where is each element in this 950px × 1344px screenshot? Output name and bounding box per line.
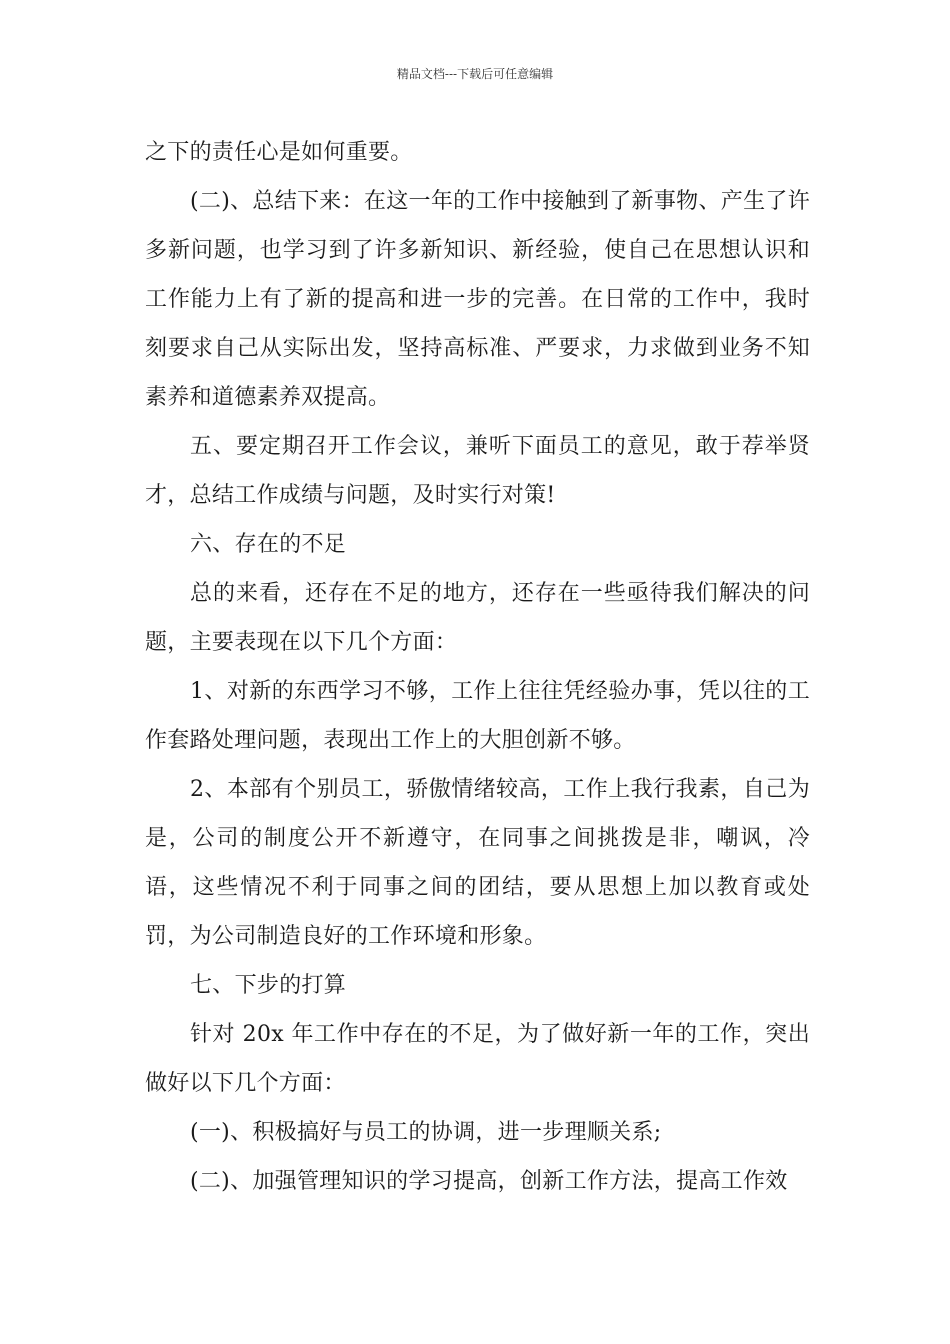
paragraph-5: 总的来看，还存在不足的地方，还存在一些亟待我们解决的问题，主要表现在以下几个方面： <box>145 581 810 655</box>
paragraph-9: 针对 20x 年工作中存在的不足，为了做好新一年的工作，突出做好以下几个方面： <box>145 1022 810 1096</box>
list-item-sub-2: (二)、加强管理知识的学习提高，创新工作方法，提高工作效 <box>190 1169 788 1194</box>
paragraph-3: 五、要定期召开工作会议，兼听下面员工的意见，敢于荐举贤才，总结工作成绩与问题，及时实行对策! <box>145 434 810 508</box>
document-body <box>145 128 810 1206</box>
section-heading-7: 七、下步的打算 <box>190 973 347 998</box>
page-header: 精品文档---下载后可任意编辑 <box>396 67 554 81</box>
list-item-sub-1: (一)、积极搞好与员工的协调，进一步理顺关系; <box>190 1120 662 1145</box>
paragraph-2: (二)、总结下来：在这一年的工作中接触到了新事物、产生了许多新问题，也学习到了许多新知识、新经验，使自己在思想认识和工作能力上有了新的提高和进一步的完善。在日常的工作中，我时刻要求自己从实际出发，坚持高标准、严要求，力求做到业务不知素养和道德素养双提高。 <box>145 189 810 410</box>
paragraph-1: 之下的责任心是如何重要。 <box>145 140 413 165</box>
section-heading-6: 六、存在的不足 <box>190 532 347 557</box>
list-item-1: 1、对新的东西学习不够，工作上往往凭经验办事，凭以往的工作套路处理问题，表现出工作上的大胆创新不够。 <box>145 679 810 753</box>
list-item-2: 2、本部有个别员工，骄傲情绪较高，工作上我行我素，自己为是，公司的制度公开不新遵守，在同事之间挑拨是非，嘲讽，冷语，这些情况不利于同事之间的团结，要从思想上加以教育或处罚，为公司制造良好的工作环境和形象。 <box>145 777 810 949</box>
